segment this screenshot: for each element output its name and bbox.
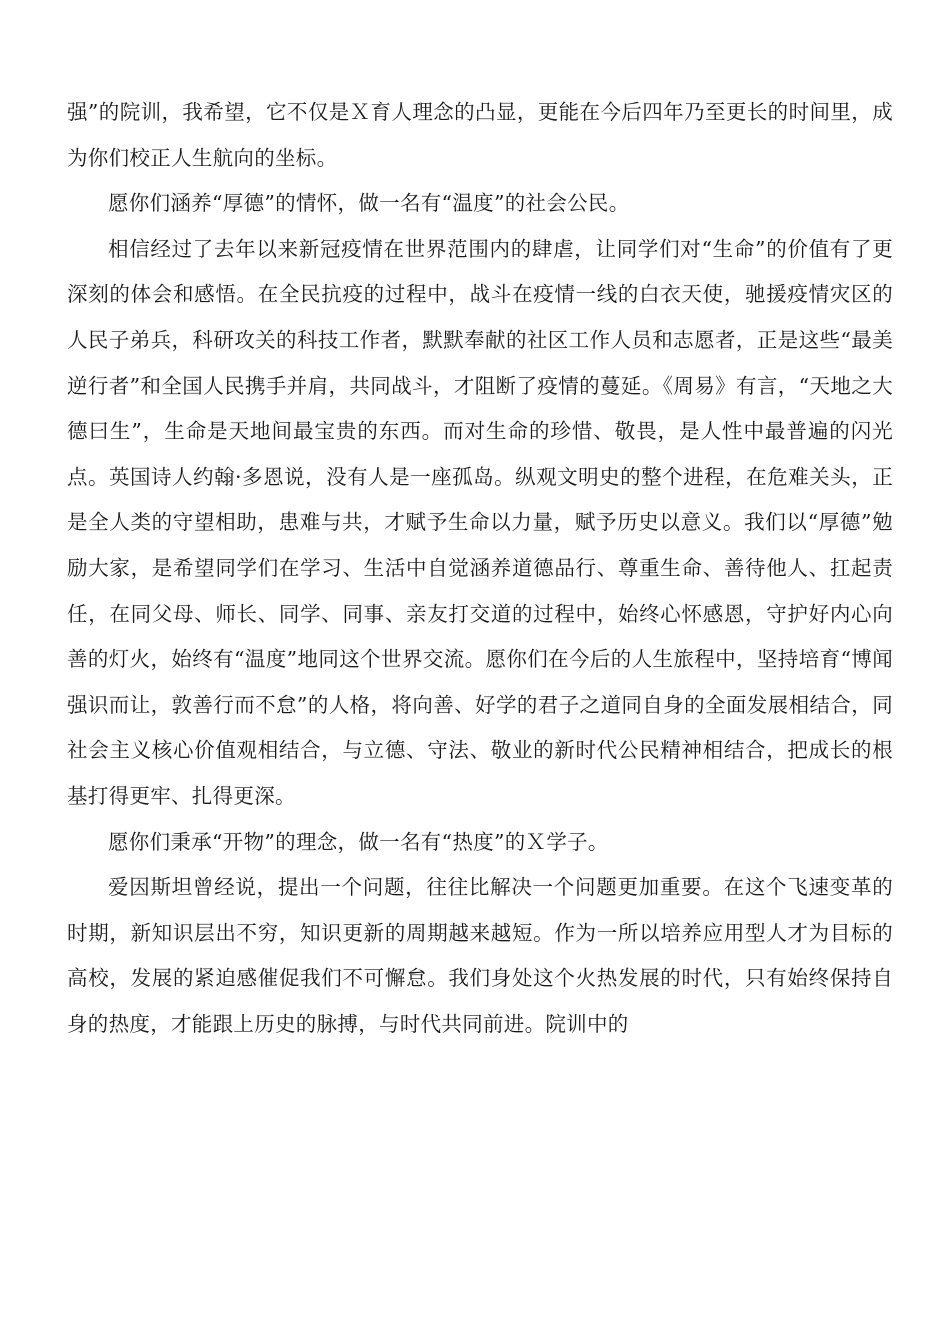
paragraph-heading-kaiwu: 愿你们秉承“开物”的理念，做一名有“热度”的Ｘ学子。 <box>108 829 609 854</box>
paragraph-life-value: 相信经过了去年以来新冠疫情在世界范围内的肆虐，让同学们对“生命”的价值有了更深刻的体会和感悟。在全民抗疫的过程中，战斗在疫情一线的白衣天使，驰援疫情灾区的人民子弟兵，科研攻关的科技工作者，默默奉献的社区工作人员和志愿者，正是这些“最美逆行者”和全国人民携手并肩，共同战斗，才阻断了疫情的蔓延。《周易》有言，“天地之大德曰生”，生命是天地间最宝贵的东西。而对生命的珍惜、敬畏，是人性中最普遍的闪光点。英国诗人约翰·多恩说，没有人是一座孤岛。纵观文明史的整个进程，在危难关头，正是全人类的守望相助，患难与共，才赋予生命以力量，赋予历史以意义。我们以“厚德”勉励大家，是希望同学们在学习、生活中自觉涵养道德品行、尊重生命、善待他人、扛起责任，在同父母、师长、同学、同事、亲友打交道的过程中，始终心怀感恩，守护好内心向善的灯火，始终有“温度”地同这个世界交流。愿你们在今后的人生旅程中，坚持培育“博闻强识而让，敦善行而不怠”的人格，将向善、好学的君子之道同自身的全面发展相结合，同社会主义核心价值观相结合，与立德、守法、敬业的新时代公民精神相结合，把成长的根基打得更牢、扎得更深。 <box>67 236 893 808</box>
paragraph-continued: 强”的院训，我希望，它不仅是Ｘ育人理念的凸显，更能在今后四年乃至更长的时间里，成为你们校正人生航向的坐标。 <box>67 100 893 170</box>
paragraph-einstein: 爱因斯坦曾经说，提出一个问题，往往比解决一个问题更加重要。在这个飞速变革的时期，新知识层出不穷，知识更新的周期越来越短。作为一所以培养应用型人才为目标的高校，发展的紧迫感催促我们不可懈怠。我们身处这个火热发展的时代，只有始终保持自身的热度，才能跟上历史的脉搏，与时代共同前进。院训中的 <box>67 875 893 1036</box>
paragraph-heading-houde: 愿你们涵养“厚德”的情怀，做一名有“温度”的社会公民。 <box>108 191 630 216</box>
document-body <box>67 90 893 1047</box>
